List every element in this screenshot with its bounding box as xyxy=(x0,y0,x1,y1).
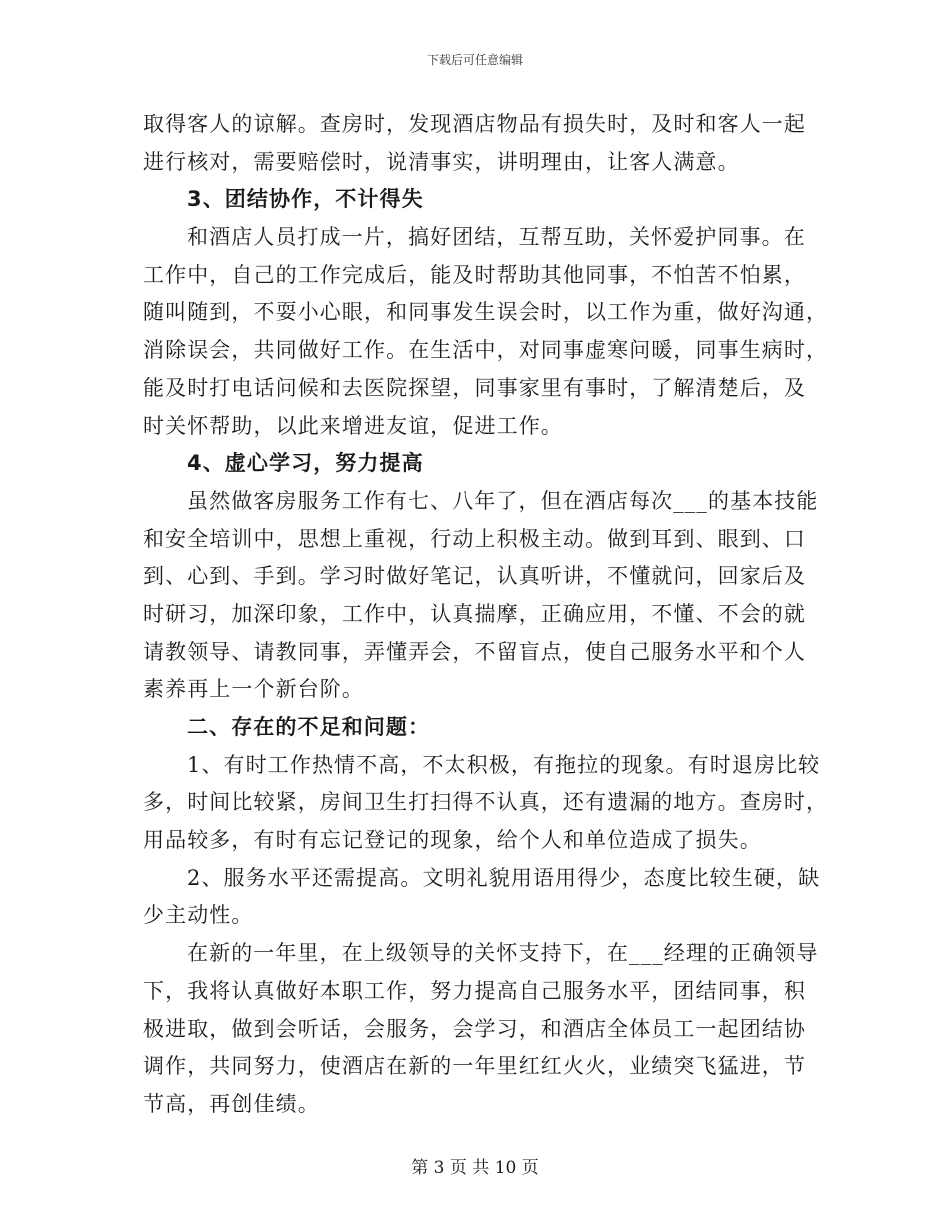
body-line: 少主动性。 xyxy=(143,903,254,928)
body-line: 工作中，自己的工作完成后，能及时帮助其他同事，不怕苦不怕累， xyxy=(143,262,806,287)
body-line: 下，我将认真做好本职工作，努力提高自己服务水平，团结同事，积 xyxy=(143,978,806,1003)
body-line: 能及时打电话问候和去医院探望，同事家里有事时，了解清楚后，及 xyxy=(143,375,806,400)
body-line: 时研习，加深印象，工作中，认真揣摩，正确应用，不懂、不会的就 xyxy=(143,601,806,626)
paragraph-first-line: 和酒店人员打成一片，搞好团结，互帮互助，关怀爱护同事。在 xyxy=(187,225,806,250)
body-line: 随叫随到，不耍小心眼，和同事发生误会时，以工作为重，做好沟通， xyxy=(143,300,829,325)
body-line: 用品较多，有时有忘记登记的现象，给个人和单位造成了损失。 xyxy=(143,828,762,853)
body-line: 多，时间比较紧，房间卫生打扫得不认真，还有遗漏的地方。查房时， xyxy=(143,790,829,815)
body-line: 请教领导、请教同事，弄懂弄会，不留盲点，使自己服务水平和个人 xyxy=(143,639,806,664)
body-line: 极进取，做到会听话，会服务，会学习，和酒店全体员工一起团结协 xyxy=(143,1016,806,1041)
body-line: 调作，共同努力，使酒店在新的一年里红红火火，业绩突飞猛进，节 xyxy=(143,1054,806,1079)
page-number-footer: 第 3 页 共 10 页 xyxy=(411,1158,539,1178)
body-line: 到、心到、手到。学习时做好笔记，认真听讲，不懂就问，回家后及 xyxy=(143,564,806,589)
paragraph-first-line: 虽然做客房服务工作有七、八年了，但在酒店每次___的基本技能 xyxy=(187,488,819,513)
body-line: 素养再上一个新台阶。 xyxy=(143,677,364,702)
section-heading: 4、虚心学习，努力提高 xyxy=(187,451,424,476)
paragraph-first-line: 在新的一年里，在上级领导的关怀支持下，在___经理的正确领导 xyxy=(187,941,819,966)
paragraph-first-line: 1、有时工作热情不高，不太积极，有拖拉的现象。有时退房比较 xyxy=(187,752,821,777)
body-line: 消除误会，共同做好工作。在生活中，对同事虚寒问暖，同事生病时， xyxy=(143,338,829,363)
body-line: 取得客人的谅解。查房时，发现酒店物品有损失时，及时和客人一起 xyxy=(143,112,806,136)
section-heading: 3、团结协作，不计得失 xyxy=(187,187,424,212)
body-line: 和安全培训中，思想上重视，行动上积极主动。做到耳到、眼到、口 xyxy=(143,526,806,551)
body-line: 进行核对，需要赔偿时，说清事实，讲明理由，让客人满意。 xyxy=(143,149,740,174)
page-header: 下载后可任意编辑 xyxy=(426,53,523,67)
body-line: 时关怀帮助，以此来增进友谊，促进工作。 xyxy=(143,413,563,438)
paragraph-first-line: 2、服务水平还需提高。文明礼貌用语用得少，态度比较生硬，缺 xyxy=(187,865,821,890)
section-heading: 二、存在的不足和问题： xyxy=(187,715,431,739)
body-line: 节高，再创佳绩。 xyxy=(143,1091,320,1116)
document-body xyxy=(143,106,829,1124)
